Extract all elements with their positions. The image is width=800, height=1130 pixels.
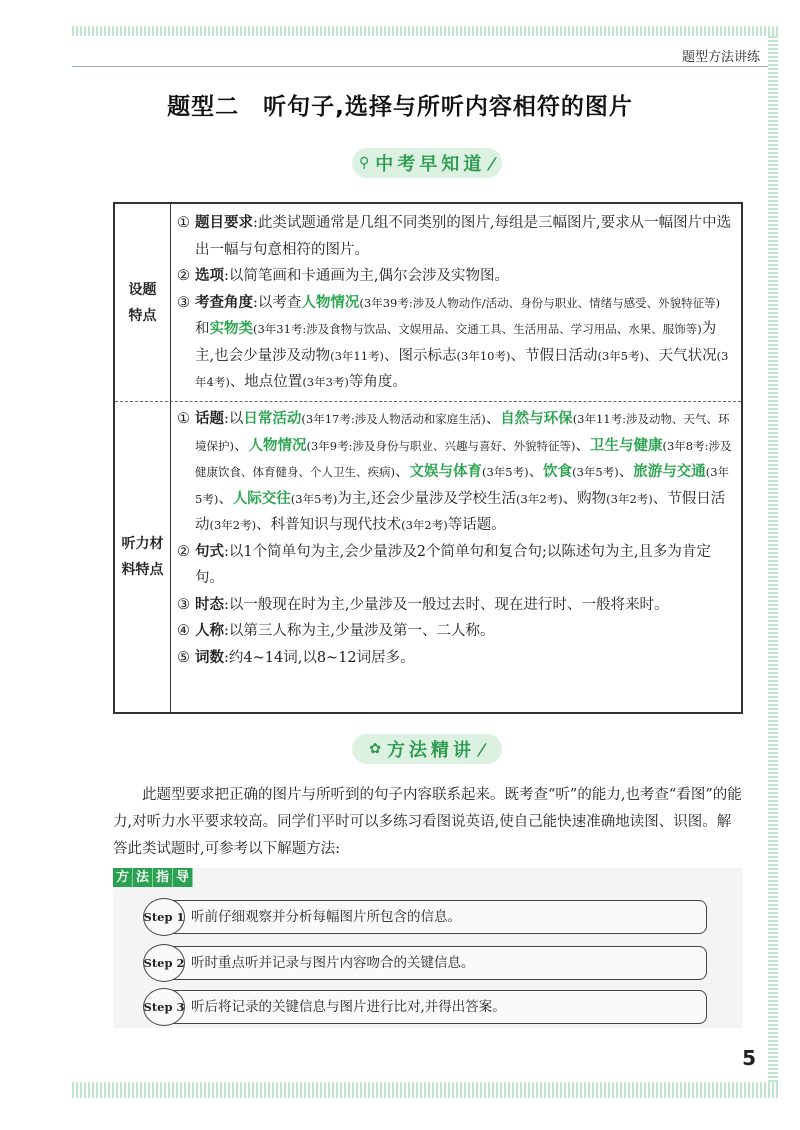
- item-text: :以第三人称为主,少量涉及第一、二人称。: [224, 623, 495, 639]
- list-item-angle: [177, 290, 733, 396]
- item-text: 、节假日活动: [510, 347, 598, 364]
- location-pin-icon: ⚲: [358, 155, 370, 171]
- guide-tag-char: 指: [153, 868, 173, 887]
- item-text: :此类试题通常是几组不同类别的图片,每组是三幅图片,要求从一幅图片中选出一幅与句意相符的图片。: [195, 215, 732, 258]
- item-note: (3年5考): [597, 348, 645, 363]
- item-text: 等话题。: [447, 517, 506, 533]
- item-number: ④: [177, 623, 190, 639]
- list-item-tense: [177, 592, 733, 619]
- title-part-text: 听句子,选择与所听内容相符的图片: [263, 94, 633, 120]
- item-text: 为主,也会少量涉及动物: [195, 321, 717, 364]
- list-item-sentence: [177, 539, 733, 592]
- row-label-line: 特点: [128, 307, 157, 324]
- item-text: :约4~14词,以8~12词居多。: [224, 649, 415, 666]
- item-text: :以: [224, 411, 244, 427]
- item-text: :以一般现在时为主,少量涉及一般过去时、现在进行时、一般将来时。: [224, 596, 669, 613]
- item-number: ③: [177, 294, 190, 311]
- item-label: 句式: [195, 543, 224, 560]
- highlight-term: 卫生与健康: [589, 437, 663, 454]
- item-note: (3年2考): [606, 491, 653, 506]
- step-text: 听前仔细观察并分析每幅图片所包含的信息。: [191, 909, 461, 925]
- step-1: [143, 898, 707, 936]
- item-note: (3年31考:涉及食物与饮品、文娱用品、交通工具、生活用品、学习用品、水果、服饰等): [253, 322, 702, 336]
- item-label: 考查角度: [195, 294, 253, 311]
- list-item-requirement: [177, 210, 733, 263]
- highlight-term: 人物情况: [301, 294, 360, 311]
- list-item-topics: ① 话题:以日常活动(3年17考:涉及人物活动和家庭生活)、自然与环保(3年11考:涉及动物、天气、环境保护)、人物情况(3年9考:涉及身份与职业、兴趣与喜好、外貌特征等)、卫生与健康(3年8考:涉及健康饮食、体育健身、个人卫生、疾病)、文娱与体育(3年5考)、饮食(3年5考)、旅游与交通(3年5考)、人际交往(3年5考)为主,还会少量涉及学校生活(3年2考)、购物(3年2考)、节假日活动(3年2考)、科普知识与现代技术(3年2考)等话题。: [177, 406, 733, 539]
- item-number: ①: [177, 215, 190, 231]
- guide-tag-char: 导: [173, 868, 193, 887]
- item-note: (3年3考): [302, 375, 349, 389]
- bottom-decorative-stripe: [72, 1082, 778, 1098]
- leaf-icon: ✿: [369, 741, 381, 757]
- table-row-question-features: [115, 204, 741, 402]
- step-2: [143, 944, 707, 982]
- slash-mark-icon: /: [486, 153, 499, 173]
- item-note: (3年2考): [209, 518, 257, 532]
- guide-tag-char: 法: [133, 868, 153, 887]
- highlight-term: 人物情况: [248, 437, 307, 454]
- row-label-line: 听力材: [121, 536, 164, 552]
- row-label-line: 料特点: [121, 562, 164, 578]
- badge-know-label: 中考早知道: [375, 154, 486, 175]
- item-note: (3年5考): [195, 465, 730, 506]
- step-label: Step 1: [143, 898, 185, 936]
- row-body-material-features: [177, 406, 733, 671]
- item-note: (3年17考:涉及人物活动和家庭生活): [301, 412, 486, 426]
- item-note: (3年4考): [195, 348, 729, 389]
- section-badge-know: [352, 148, 502, 178]
- item-note: (3年39考:涉及人物动作/活动、身份与职业、情绪与感受、外貌特征等): [359, 295, 721, 310]
- item-note: (3年5考): [572, 465, 619, 479]
- top-decorative-stripe: [72, 26, 778, 36]
- guide-tag: [113, 868, 193, 887]
- badge-method-label: 方法精讲: [386, 740, 475, 761]
- row-body-question-features: [177, 210, 733, 396]
- item-text: 为主,还会少量涉及学校生活: [337, 490, 517, 507]
- highlight-term: 自然与环保: [500, 411, 573, 427]
- item-label: 词数: [195, 649, 224, 666]
- item-number: ②: [177, 268, 190, 284]
- title-part-number: 题型二: [167, 94, 240, 120]
- item-text: 、天气状况: [644, 347, 717, 364]
- highlight-term: 旅游与交通: [633, 464, 706, 480]
- item-note: (3年2考): [516, 491, 563, 506]
- step-text: 听时重点听并记录与图片内容吻合的关键信息。: [191, 955, 475, 971]
- highlight-term: 日常活动: [243, 411, 302, 427]
- item-number: ③: [177, 596, 190, 613]
- item-number: ⑤: [177, 649, 190, 666]
- highlight-term: 文娱与体育: [409, 464, 482, 480]
- item-text: 、图示标志: [384, 347, 457, 364]
- item-text: :以考查: [253, 294, 302, 311]
- row-label-line: 设题: [128, 281, 157, 298]
- item-number: ②: [177, 543, 190, 560]
- method-guide-panel: [113, 868, 743, 1028]
- item-label: 题目要求: [195, 215, 253, 231]
- guide-tag-char: 方: [113, 868, 133, 887]
- list-item-options: [177, 263, 733, 290]
- item-text: :以简笔画和卡通画为主,偶尔会涉及实物图。: [224, 268, 509, 284]
- item-note: (3年5考): [290, 491, 338, 506]
- item-note: (3年10考): [456, 348, 511, 363]
- header-divider: [72, 66, 768, 67]
- method-paragraph: 此题型要求把正确的图片与所听到的句子内容联系起来。既考查“听”的能力,也考查“看图”的能力,对听力水平要求较高。同学们平时可以多练习看图说英语,使自己能快速准确地读图、识图。解答此类试题时,可参考以下解题方法:: [113, 787, 742, 857]
- running-header: 题型方法讲练: [681, 50, 760, 65]
- list-item-person: [177, 618, 733, 645]
- item-note: (3年9考:涉及身份与职业、兴趣与喜好、外貌特征等): [306, 438, 576, 453]
- item-text: 和: [195, 321, 210, 337]
- item-text: 、节假日活动: [195, 490, 726, 533]
- item-text: :以1个简单句为主,会少量涉及2个简单句和复合句;以陈述句为主,且多为肯定句。: [195, 543, 711, 586]
- item-label: 选项: [195, 268, 224, 284]
- item-text: 、地点位置: [229, 374, 303, 390]
- step-text: 听后将记录的关键信息与图片进行比对,并得出答案。: [191, 999, 506, 1015]
- item-text: 、科普知识与现代技术: [256, 517, 402, 533]
- item-note: (3年11考): [330, 348, 385, 363]
- item-note: (3年8考:涉及健康饮食、体育健身、个人卫生、疾病): [195, 438, 732, 479]
- item-number: ①: [177, 411, 190, 427]
- item-text: 、购物: [562, 490, 607, 507]
- row-label-material-features: [115, 402, 171, 712]
- step-label: Step 3: [143, 988, 185, 1026]
- item-note: (3年2考): [401, 518, 448, 532]
- item-text: 等角度。: [348, 374, 407, 390]
- item-label: 人称: [195, 623, 224, 639]
- highlight-term: 饮食: [543, 464, 573, 480]
- highlight-term: 人际交往: [232, 490, 291, 507]
- item-note: (3年5考): [482, 465, 529, 479]
- item-label: 时态: [195, 596, 224, 613]
- slash-mark-icon: /: [475, 739, 488, 759]
- page-number: 5: [742, 1046, 756, 1070]
- exam-info-table: [113, 202, 743, 714]
- section-badge-method: [352, 734, 502, 764]
- step-3: [143, 988, 707, 1026]
- highlight-term: 实物类: [209, 321, 253, 337]
- page-title: [0, 88, 800, 121]
- right-decorative-stripe: [768, 36, 778, 1082]
- row-label-question-features: [115, 204, 171, 401]
- table-row-material-features: [115, 402, 741, 712]
- step-label: Step 2: [143, 944, 185, 982]
- item-label: 话题: [195, 411, 224, 427]
- list-item-word-count: [177, 645, 733, 672]
- item-note: (3年11考:涉及动物、天气、环境保护): [195, 412, 730, 453]
